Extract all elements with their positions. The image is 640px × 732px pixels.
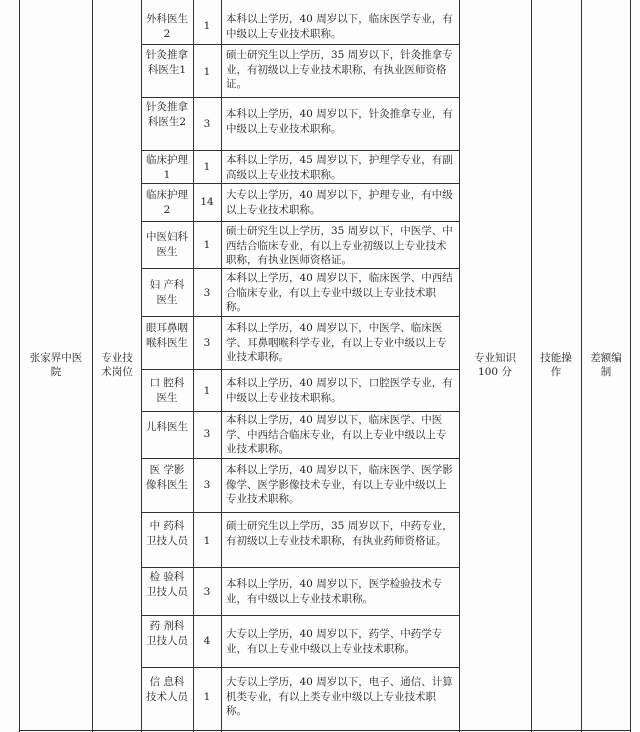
staffing-type: 差额编制 bbox=[590, 351, 622, 378]
position-name: 儿科医生 bbox=[146, 421, 188, 433]
hire-count: 3 bbox=[203, 428, 211, 440]
requirement-text: 本科以上学历，40 周岁以下，中医学、临床医学、耳鼻咽喉科学专业，有以上专业中级以上专业技术职称。 bbox=[226, 322, 447, 363]
col-divider bbox=[193, 0, 194, 732]
row-divider bbox=[141, 411, 460, 412]
row-divider bbox=[141, 44, 460, 45]
hire-count: 1 bbox=[203, 691, 211, 703]
requirement-text: 大专以上学历，40 周岁以下，护理专业，有中级以上专业技术职称。 bbox=[226, 189, 453, 216]
position-name: 眼耳鼻咽喉科医生 bbox=[146, 322, 188, 349]
position-name: 信 息科技术人员 bbox=[146, 676, 188, 703]
table-border-bottom bbox=[19, 730, 631, 731]
row-divider bbox=[141, 221, 460, 222]
requirement-text: 大专以上学历，40 周岁以下，电子、通信、计算机类专业，有以上类专业中级以上专业技术职称。 bbox=[226, 676, 453, 717]
col-divider bbox=[92, 0, 93, 732]
position-name: 临床护理1 bbox=[146, 154, 188, 181]
requirement-text: 硕士研究生以上学历，35 周岁以下，针灸推拿专业，有初级以上专业技术职称，有执业医师资格证。 bbox=[226, 49, 453, 90]
hospital-name: 张家界中医院 bbox=[29, 351, 83, 378]
requirement-text: 本科以上学历，45 周岁以下，护理学专业，有副高级以上专业技术职称。 bbox=[226, 154, 453, 181]
requirement-text: 本科以上学历，40 周岁以下，针灸推拿专业，有中级以上专业技术职称。 bbox=[226, 108, 453, 135]
hire-count: 1 bbox=[203, 161, 211, 173]
position-name: 口 腔科医生 bbox=[149, 377, 185, 404]
position-name: 妇 产科医生 bbox=[149, 279, 185, 306]
hire-count: 3 bbox=[203, 118, 211, 130]
hire-count: 4 bbox=[203, 635, 211, 647]
col-divider bbox=[459, 0, 460, 732]
row-divider bbox=[141, 268, 460, 269]
assessment-method: 技能操作 bbox=[540, 351, 572, 378]
table-border-left bbox=[19, 0, 20, 732]
hire-count: 1 bbox=[203, 66, 211, 78]
col-divider bbox=[581, 0, 582, 732]
position-name: 检 验科卫技人员 bbox=[146, 571, 188, 598]
position-name: 中医妇科医生 bbox=[146, 231, 188, 258]
row-divider bbox=[141, 512, 460, 513]
position-name: 针灸推拿科医生1 bbox=[146, 49, 188, 76]
hire-count: 3 bbox=[203, 479, 211, 491]
hire-count: 3 bbox=[203, 586, 211, 598]
row-divider bbox=[141, 316, 460, 317]
hire-count: 1 bbox=[203, 385, 211, 397]
row-divider bbox=[141, 369, 460, 370]
requirement-text: 本科以上学历，40 周岁以下，医学检验技术专业，有中级以上专业技术职称。 bbox=[226, 578, 443, 605]
table-border-right bbox=[630, 0, 631, 732]
position-name: 外科医生2 bbox=[146, 13, 188, 40]
hire-count: 3 bbox=[203, 287, 211, 299]
exam-subject: 专业知识 100 分 bbox=[474, 351, 516, 378]
hire-count: 3 bbox=[203, 337, 211, 349]
row-divider bbox=[141, 183, 460, 184]
position-name: 中 药科卫技人员 bbox=[146, 520, 188, 547]
requirement-text: 硕士研究生以上学历，35 周岁以下，中药专业，有初级以上专业技术职称，有执业药师资格证。 bbox=[226, 520, 453, 547]
col-divider bbox=[221, 0, 222, 732]
requirement-text: 本科以上学历，40 周岁以下，口腔医学专业，有中级以上专业技术职称。 bbox=[226, 377, 453, 404]
position-name: 医 学影像科医生 bbox=[146, 464, 188, 491]
position-name: 临床护理2 bbox=[146, 189, 188, 216]
row-divider bbox=[141, 150, 460, 151]
hire-count: 1 bbox=[203, 239, 211, 251]
row-divider bbox=[141, 97, 460, 98]
row-divider bbox=[141, 667, 460, 668]
requirement-text: 本科以上学历，40 周岁以下，临床医学、中医学、中西结合临床专业，有以上专业中级以上专业技术职称。 bbox=[226, 414, 447, 455]
hire-count: 1 bbox=[203, 20, 211, 32]
row-divider bbox=[141, 567, 460, 568]
position-name: 药 剂科卫技人员 bbox=[146, 620, 188, 647]
position-name: 针灸推拿科医生2 bbox=[146, 101, 188, 128]
requirement-text: 本科以上学历，40 周岁以下，临床医学专业，有中级以上专业技术职称。 bbox=[226, 13, 453, 40]
row-divider bbox=[141, 458, 460, 459]
col-divider bbox=[531, 0, 532, 732]
row-divider bbox=[141, 615, 460, 616]
col-divider bbox=[141, 0, 142, 732]
hire-count: 14 bbox=[200, 196, 214, 208]
hire-count: 1 bbox=[203, 535, 211, 547]
requirement-text: 大专以上学历，40 周岁以下，药学、中药学专业，有以上专业中级以上专业技术职称。 bbox=[226, 628, 443, 655]
requirement-text: 本科以上学历，40 周岁以下，临床医学、中西结合临床专业，有以上专业中级以上专业技术职称。 bbox=[226, 272, 453, 313]
requirement-text: 硕士研究生以上学历，35 周岁以下，中医学、中西结合临床专业，有以上专业初级以上专业技术职称，有执业医师资格证。 bbox=[226, 225, 453, 266]
post-category: 专业技术岗位 bbox=[101, 351, 133, 378]
requirement-text: 本科以上学历，40 周岁以下，临床医学、医学影像学、医学影像技术专业，有以上专业中级以上专业技术职称。 bbox=[226, 464, 453, 505]
